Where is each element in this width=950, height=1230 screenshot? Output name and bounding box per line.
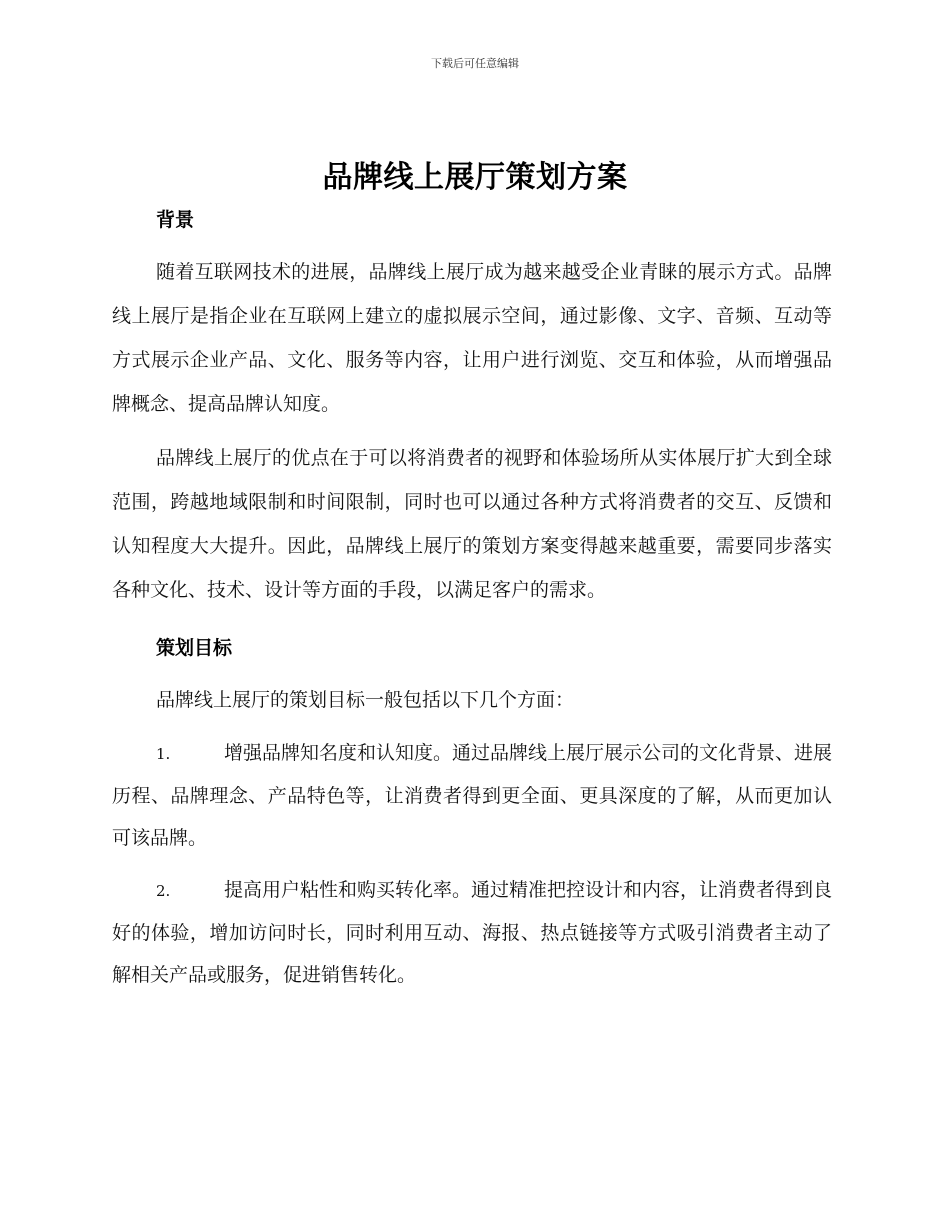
header-note: 下载后可任意编辑 bbox=[431, 57, 519, 70]
document-title: 品牌线上展厅策划方案 bbox=[322, 160, 628, 195]
list-item-text: 提高用户粘性和购买转化率。通过精准把控设计和内容，让消费者得到良好的体验，增加访问时长，同时利用互动、海报、热点链接等方式吸引消费者主动了解相关产品或服务，促进销售转化。 bbox=[112, 879, 833, 986]
background-paragraph: 随着互联网技术的进展，品牌线上展厅成为越来越受企业青睐的展示方式。品牌线上展厅是指企业在互联网上建立的虚拟展示空间，通过影像、文字、音频、互动等方式展示企业产品、文化、服务等内容，让用户进行浏览、交互和体验，从而增强品牌概念、提高品牌认知度。 bbox=[112, 261, 832, 415]
section-heading-goals: 策划目标 bbox=[156, 637, 233, 659]
background-paragraph: 品牌线上展厅的优点在于可以将消费者的视野和体验场所从实体展厅扩大到全球范围，跨越地域限制和时间限制，同时也可以通过各种方式将消费者的交互、反馈和认知程度大大提升。因此，品牌线上展厅的策划方案变得越来越重要，需要同步落实各种文化、技术、设计等方面的手段，以满足客户的需求。 bbox=[112, 447, 832, 601]
list-number: 2. bbox=[156, 882, 171, 900]
goal-list-item bbox=[112, 732, 832, 859]
section-heading-background: 背景 bbox=[156, 209, 195, 231]
goal-list-item bbox=[112, 869, 832, 996]
document-body bbox=[112, 200, 832, 996]
goals-intro: 品牌线上展厅的策划目标一般包括以下几个方面： bbox=[156, 689, 575, 711]
list-item-text: 增强品牌知名度和认知度。通过品牌线上展厅展示公司的文化背景、进展历程、品牌理念、产品特色等，让消费者得到更全面、更具深度的了解，从而更加认可该品牌。 bbox=[112, 742, 833, 849]
list-number: 1. bbox=[156, 745, 171, 763]
